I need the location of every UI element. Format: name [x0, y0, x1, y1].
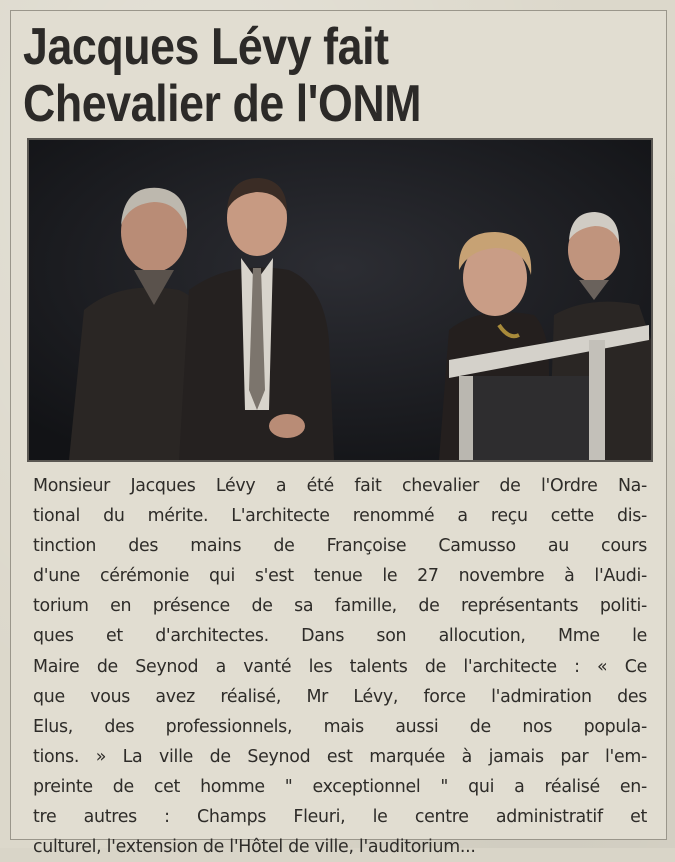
headline-line-1: Jacques Lévy fait [23, 18, 389, 76]
body-line: culturel, l'extension de l'Hôtel de ville, l'auditorium... [33, 837, 476, 858]
body-line: que vous avez réalisé, Mr Lévy, force l'admiration des [33, 686, 647, 707]
article-body [33, 471, 647, 862]
photo-illustration [29, 140, 651, 460]
body-line: tional du mérite. L'architecte renommé a reçu cette dis- [33, 506, 647, 527]
ceremony-photo [27, 138, 653, 462]
body-line: preinte de cet homme " exceptionnel " qui a réalisé en- [33, 776, 647, 797]
body-line: Elus, des professionnels, mais aussi de nos popula- [33, 716, 647, 737]
body-line: torium en présence de sa famille, de représentants politi- [33, 596, 647, 617]
headline-line-2: Chevalier de l'ONM [23, 75, 422, 133]
body-line: d'une cérémonie qui s'est tenue le 27 novembre à l'Audi- [33, 566, 647, 587]
body-line: tre autres : Champs Fleuri, le centre administratif et [33, 807, 647, 828]
body-line: ques et d'architectes. Dans son allocution, Mme le [33, 626, 647, 647]
body-line: Maire de Seynod a vanté les talents de l'architecte : « Ce [33, 656, 647, 677]
article [10, 10, 667, 858]
headline [23, 19, 565, 133]
body-line: tinction des mains de Françoise Camusso au cours [33, 536, 647, 557]
body-line: Monsieur Jacques Lévy a été fait chevalier de l'Ordre Na- [33, 476, 647, 496]
body-line: tions. » La ville de Seynod est marquée à jamais par l'em- [33, 746, 647, 767]
